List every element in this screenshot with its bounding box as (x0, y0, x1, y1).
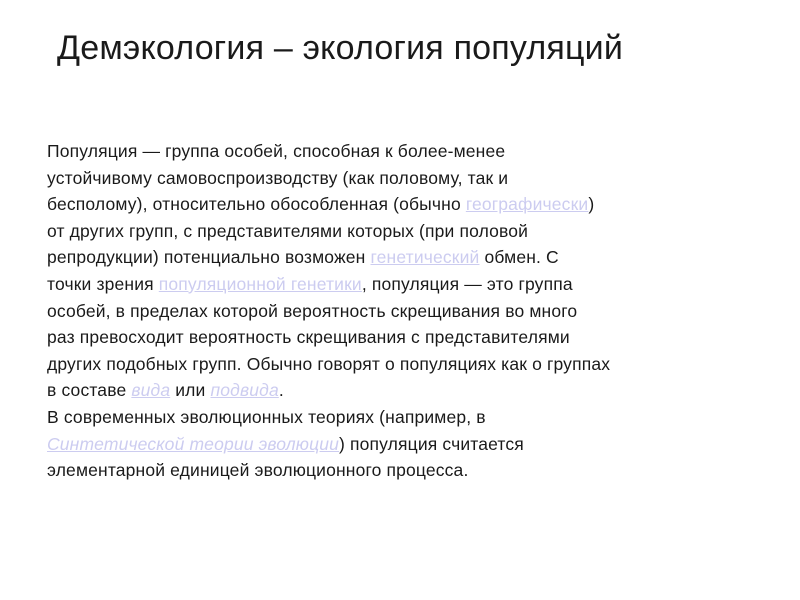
text-line (47, 271, 782, 298)
link-species[interactable]: вида (131, 380, 171, 401)
text-fragment: в составе (47, 380, 132, 401)
text-line: устойчивому самовоспроизводству (как половому, так и (47, 167, 509, 188)
text-line: элементарной единицей эволюционного процесса. (47, 460, 469, 481)
link-subspecies[interactable]: подвида (210, 380, 279, 401)
text-line: В современных эволюционных теориях (например, в (47, 406, 486, 427)
text-line: от других групп, с представителями которых (при половой (47, 220, 529, 241)
text-fragment: . (278, 380, 284, 401)
link-genetic[interactable]: генетический (370, 247, 480, 268)
text-fragment: или (170, 380, 211, 401)
slide-title: Демэкология – экология популяций (57, 29, 624, 67)
text-fragment: репродукции) потенциально возможен (47, 247, 371, 268)
text-fragment: обмен. С (479, 247, 559, 268)
text-line: других подобных групп. Обычно говорят о популяциях как о группах (47, 353, 611, 374)
definition-text (47, 138, 782, 484)
text-line (47, 191, 782, 218)
text-line (47, 244, 782, 271)
text-line (47, 377, 782, 404)
text-line: особей, в пределах которой вероятность скрещивания во много (47, 300, 578, 321)
text-fragment: ) (588, 194, 595, 215)
link-geographically[interactable]: географически (465, 194, 589, 215)
text-fragment: ) популяция считается (339, 433, 524, 454)
link-population-genetics[interactable]: популяционной генетики (158, 273, 362, 294)
link-synthetic-theory-of-evolution[interactable]: Синтетической теории эволюции (47, 433, 340, 454)
text-fragment: бесполому), относительно обособленная (обычно (47, 194, 466, 215)
text-fragment: точки зрения (47, 273, 159, 294)
text-line (47, 431, 782, 458)
text-fragment: , популяция — это группа (361, 273, 573, 294)
text-line: раз превосходит вероятность скрещивания с представителями (47, 327, 570, 348)
text-line: Популяция — группа особей, способная к более-менее (47, 141, 506, 161)
